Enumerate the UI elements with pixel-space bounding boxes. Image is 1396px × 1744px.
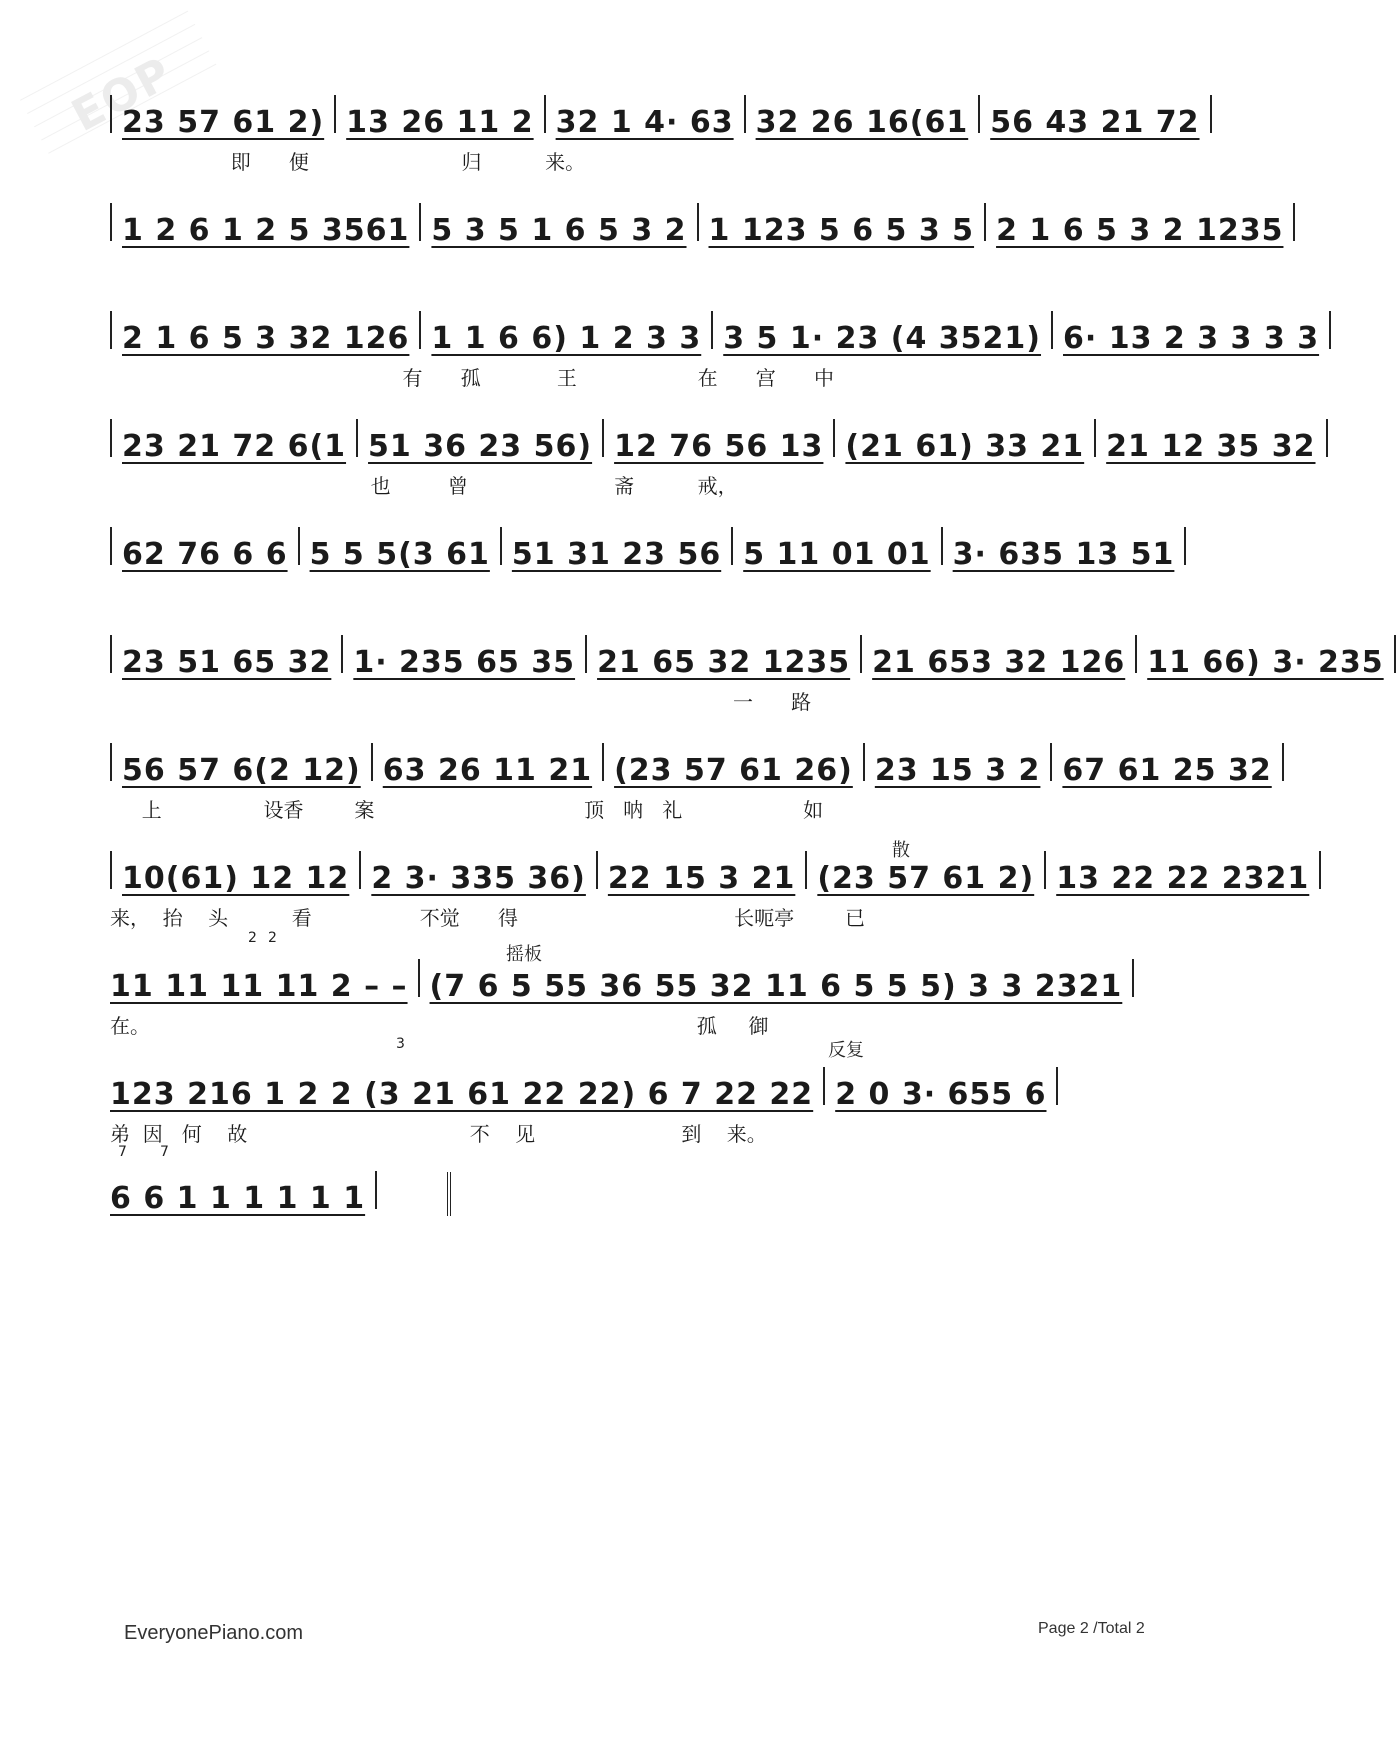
measure: 5 11 01 01 <box>743 537 931 572</box>
bar-line <box>711 311 713 349</box>
lyrics-line: 也 曾 斋 戒， <box>110 474 738 498</box>
bar-line <box>110 95 112 133</box>
measure: 2 3· 335 36) <box>371 861 586 896</box>
measure: 2 0 3· 655 6 <box>835 1077 1047 1112</box>
measure: 5 5 5(3 61 <box>309 537 490 572</box>
measure: 63 26 11 21 <box>382 753 593 788</box>
lyrics-line: 弟 因 何 故 不 见 到 来。 <box>110 1122 767 1146</box>
notation-row <box>110 736 1272 846</box>
notation-line <box>110 412 1316 464</box>
notation-line <box>110 304 1320 356</box>
bar-line <box>419 203 421 241</box>
notation-line <box>110 196 1284 248</box>
bar-line <box>1293 203 1295 241</box>
bar-line <box>1326 419 1328 457</box>
notation-row <box>110 196 1284 306</box>
measure: 12 76 56 13 <box>614 429 824 464</box>
measure: 23 15 3 2 <box>874 753 1041 788</box>
measure: 67 61 25 32 <box>1062 753 1272 788</box>
grace-note-3: 3 <box>396 1036 405 1052</box>
marker-san: 散 <box>892 840 910 861</box>
bar-line <box>602 743 604 781</box>
bar-line <box>1319 851 1321 889</box>
bar-line <box>1094 419 1096 457</box>
measure: 23 21 72 6(1 <box>122 429 347 464</box>
footer-page-number: Page 2 /Total 2 <box>1038 1620 1145 1637</box>
bar-line <box>1051 311 1053 349</box>
notation-line <box>110 628 1384 680</box>
measure: 1 123 5 6 5 3 5 <box>708 213 975 248</box>
grace-note-7b: 7 <box>160 1144 169 1160</box>
bar-line <box>1056 1067 1058 1105</box>
bar-line <box>500 527 502 565</box>
lyrics-line: 上 设香 案 顶 呐 礼 如 <box>110 798 824 822</box>
lyrics-line: 即 便 归 来。 <box>110 150 586 174</box>
measure: (21 61) 33 21 <box>845 429 1085 464</box>
notation-line <box>110 88 1200 140</box>
bar-line <box>375 1171 377 1209</box>
grace-note-2b: 2 <box>268 930 277 946</box>
grace-note-7a: 7 <box>118 1144 127 1160</box>
bar-line <box>602 419 604 457</box>
grace-note-2a: 2 <box>248 930 257 946</box>
bar-line <box>110 851 112 889</box>
measure: (23 57 61 26) <box>614 753 853 788</box>
measure: 6 6 1 1 1 1 1 1 <box>110 1181 366 1216</box>
bar-line <box>341 635 343 673</box>
watermark-text: EOP <box>63 47 182 143</box>
measure: 2 1 6 5 3 32 126 <box>122 321 410 356</box>
lyrics-line: 来， 抬 头 看 不觉 得 长呃亭 已 <box>110 906 865 930</box>
bar-line <box>805 851 807 889</box>
lyrics-line: 一 路 <box>110 690 812 714</box>
lyrics-line <box>110 254 1190 284</box>
measure: 11 11 11 11 2 – – <box>110 969 408 1004</box>
bar-line <box>596 851 598 889</box>
measure: 22 15 3 21 <box>607 861 796 896</box>
bar-line <box>110 743 112 781</box>
bar-line <box>359 851 361 889</box>
lyrics-line <box>110 578 1190 608</box>
bar-line <box>941 527 943 565</box>
measure: 23 57 61 2) <box>122 105 325 140</box>
notation-row <box>110 520 1190 630</box>
bar-line <box>371 743 373 781</box>
measure: 56 43 21 72 <box>990 105 1200 140</box>
notation-line <box>110 844 1310 896</box>
bar-line <box>978 95 980 133</box>
bar-line <box>1050 743 1052 781</box>
notation-row <box>110 628 1384 738</box>
measure: 13 26 11 2 <box>346 105 534 140</box>
marker-fanfu: 反复 <box>828 1040 864 1061</box>
bar-line <box>697 203 699 241</box>
lyrics-line: 有 孤 王 在 宫 中 <box>110 366 834 390</box>
measure: 3· 635 13 51 <box>952 537 1175 572</box>
bar-line <box>419 311 421 349</box>
measure: 2 1 6 5 3 2 1235 <box>996 213 1284 248</box>
measure: 51 36 23 56) <box>368 429 593 464</box>
bar-line <box>1044 851 1046 889</box>
measure: 56 57 6(2 12) <box>122 753 361 788</box>
bar-line <box>863 743 865 781</box>
bar-line <box>1184 527 1186 565</box>
notation-line <box>110 1060 1190 1112</box>
measure: 3 5 1· 23 (4 3521) <box>723 321 1042 356</box>
notation-row <box>110 1060 1190 1170</box>
measure: (7 6 5 55 36 55 32 11 6 5 5 5) 3 3 2321 <box>429 969 1123 1004</box>
bar-line <box>1135 635 1137 673</box>
bar-line <box>1329 311 1331 349</box>
bar-line <box>585 635 587 673</box>
bar-line <box>731 527 733 565</box>
measure: 123 216 1 2 2 (3 21 61 22 22) 6 7 22 22 <box>110 1077 814 1112</box>
notation-line <box>110 952 1190 1004</box>
notation-line <box>110 520 1190 572</box>
bar-line <box>110 311 112 349</box>
bar-line <box>110 419 112 457</box>
bar-line <box>823 1067 825 1105</box>
measure: 32 1 4· 63 <box>555 105 734 140</box>
bar-line <box>418 959 420 997</box>
lyrics-line <box>110 1222 1190 1252</box>
measure: 32 26 16(61 <box>755 105 969 140</box>
bar-line <box>860 635 862 673</box>
notation-line <box>110 1164 1190 1216</box>
measure: 62 76 6 6 <box>122 537 288 572</box>
measure: 5 3 5 1 6 5 3 2 <box>431 213 687 248</box>
measure: 51 31 23 56 <box>511 537 722 572</box>
measure: 21 653 32 126 <box>872 645 1126 680</box>
bar-line <box>1210 95 1212 133</box>
measure: 21 65 32 1235 <box>597 645 851 680</box>
final-double-bar <box>447 1172 451 1216</box>
measure: 1· 235 65 35 <box>353 645 576 680</box>
bar-line <box>110 203 112 241</box>
bar-line <box>1132 959 1134 997</box>
bar-line <box>334 95 336 133</box>
bar-line <box>110 527 112 565</box>
marker-yaoban: 摇板 <box>506 944 542 965</box>
notation-row <box>110 1164 1190 1274</box>
bar-line <box>1394 635 1396 673</box>
lyrics-line: 在。 孤 御 <box>110 1014 769 1038</box>
measure: 23 51 65 32 <box>122 645 332 680</box>
bar-line <box>298 527 300 565</box>
notation-row <box>110 412 1316 522</box>
measure: 6· 13 2 3 3 3 3 <box>1063 321 1320 356</box>
measure: 11 66) 3· 235 <box>1147 645 1384 680</box>
bar-line <box>1282 743 1284 781</box>
bar-line <box>356 419 358 457</box>
measure: 13 22 22 2321 <box>1056 861 1310 896</box>
measure: 21 12 35 32 <box>1106 429 1316 464</box>
measure: 10(61) 12 12 <box>122 861 350 896</box>
notation-row <box>110 304 1320 414</box>
bar-line <box>744 95 746 133</box>
footer-site: EveryonePiano.com <box>124 1622 303 1644</box>
notation-line <box>110 736 1272 788</box>
measure: (23 57 61 2) <box>817 861 1035 896</box>
bar-line <box>833 419 835 457</box>
bar-line <box>544 95 546 133</box>
bar-line <box>984 203 986 241</box>
measure: 1 2 6 1 2 5 3561 <box>122 213 410 248</box>
measure: 1 1 6 6) 1 2 3 3 <box>431 321 702 356</box>
notation-row <box>110 952 1190 1062</box>
bar-line <box>110 635 112 673</box>
notation-row <box>110 88 1200 198</box>
